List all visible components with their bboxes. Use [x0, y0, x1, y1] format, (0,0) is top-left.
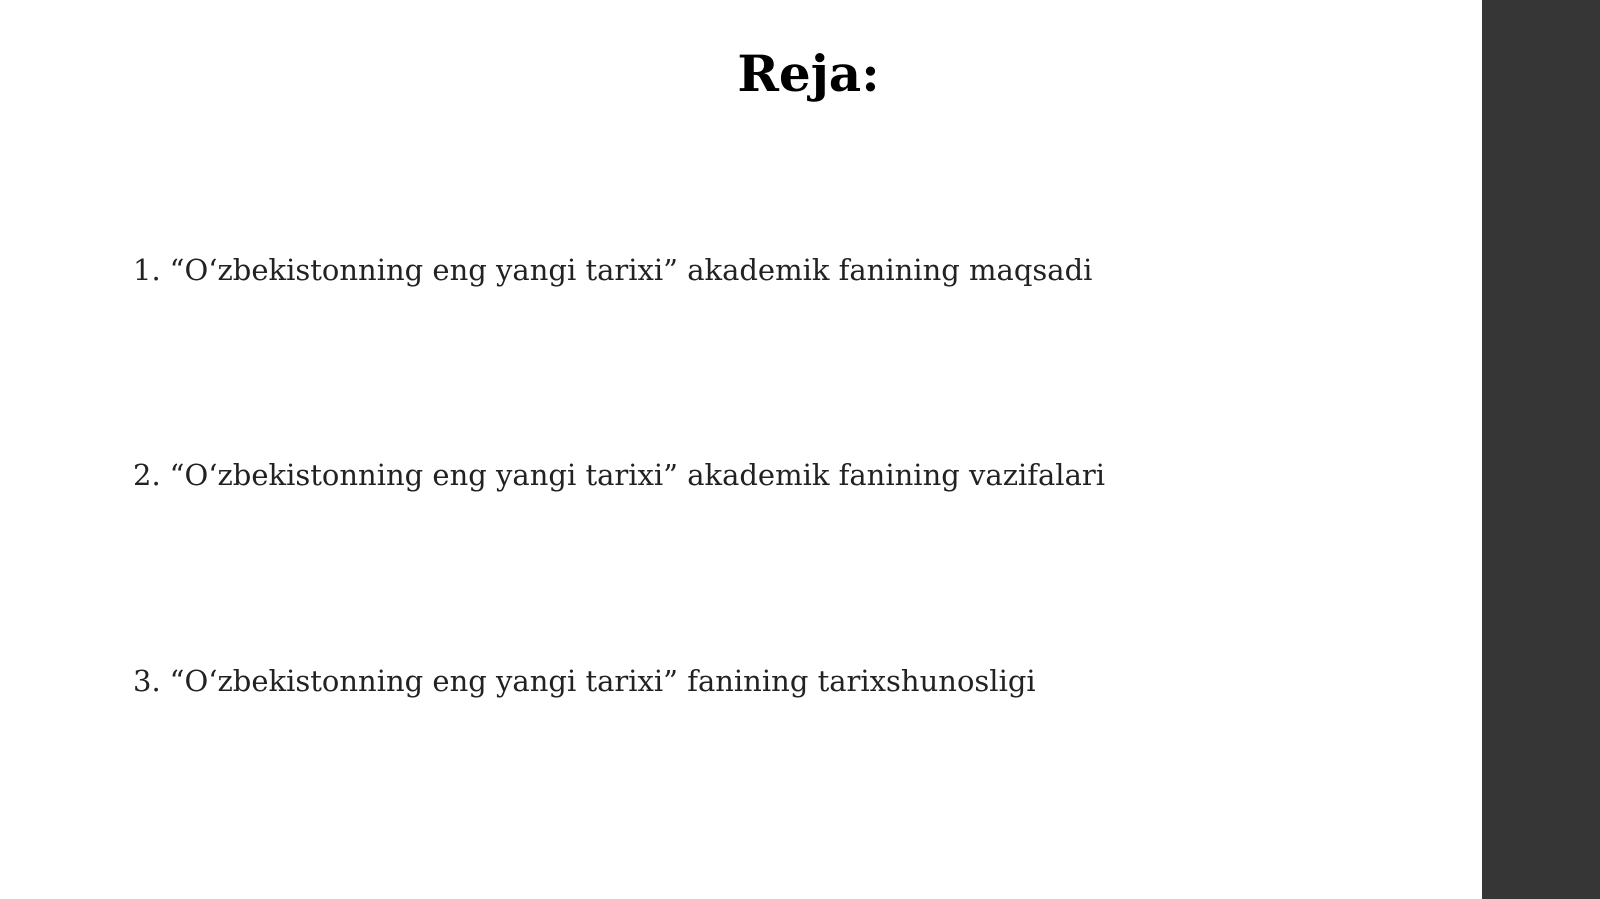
plan-item-text: “O‘zbekistonning eng yangi tarixi” akademik fanining vazifalari: [169, 458, 1105, 492]
plan-item-3: [133, 661, 1036, 701]
plan-item-number: 3.: [133, 664, 161, 698]
plan-item-text: “O‘zbekistonning eng yangi tarixi” akademik fanining maqsadi: [169, 253, 1093, 287]
plan-item-text: “O‘zbekistonning eng yangi tarixi” fanining tarixshunosligi: [169, 664, 1036, 698]
side-bar: [1482, 0, 1600, 899]
slide-title: Reja:: [737, 44, 880, 103]
plan-item-number: 2.: [133, 458, 161, 492]
plan-item-1: [133, 250, 1092, 290]
plan-item-number: 1.: [133, 253, 161, 287]
plan-item-2: [133, 455, 1105, 495]
